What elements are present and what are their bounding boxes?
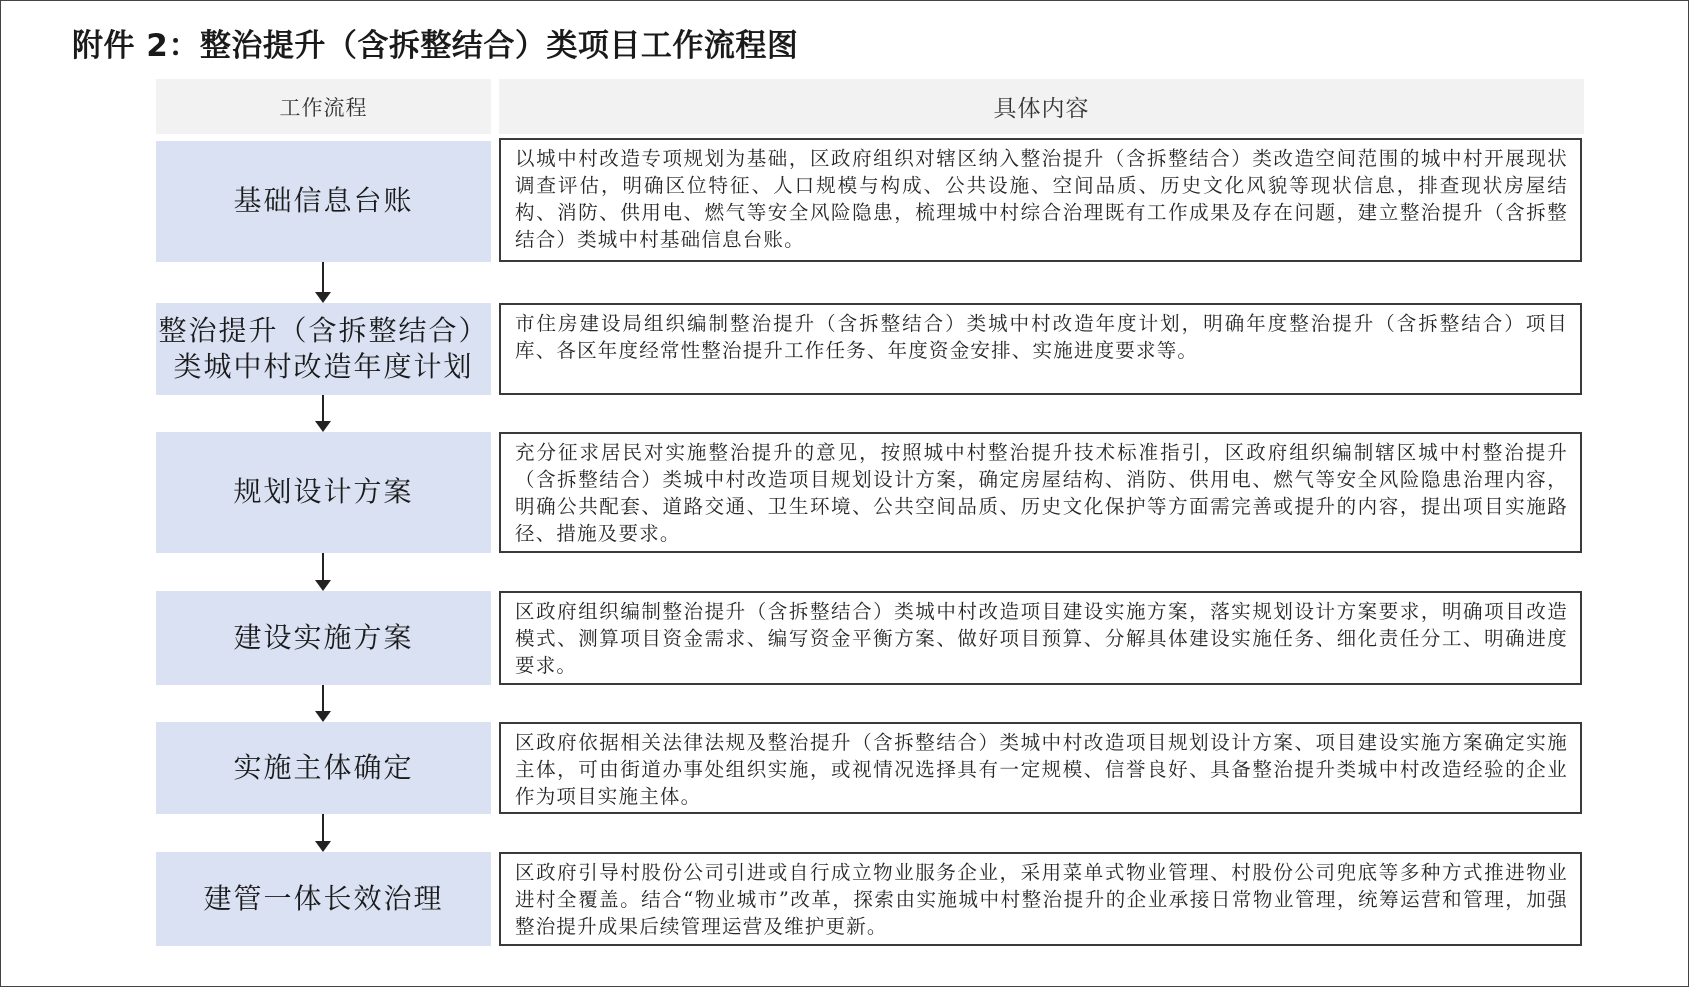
- step-box-long-term-governance: 建管一体长效治理: [156, 852, 491, 946]
- step-box-implementer: 实施主体确定: [156, 722, 491, 814]
- flow-arrow: [315, 685, 331, 722]
- flow-arrow: [315, 553, 331, 591]
- step-box-construction-plan: 建设实施方案: [156, 591, 491, 685]
- step-box-basic-info-ledger: 基础信息台账: [156, 141, 491, 262]
- flow-arrow: [315, 395, 331, 432]
- flow-arrow: [315, 262, 331, 303]
- step-content-long-term-governance: 区政府引导村股份公司引进或自行成立物业服务企业，采用菜单式物业管理、村股份公司兜底等多种方式推进物业进村全覆盖。结合“物业城市”改革，探索由实施城中村整治提升的企业承接日常物业管理，统筹运营和管理，加强整治提升成果后续管理运营及维护更新。: [499, 852, 1582, 946]
- header-content-column: 具体内容: [499, 79, 1584, 134]
- step-content-annual-plan: 市住房建设局组织编制整治提升（含拆整结合）类城中村改造年度计划，明确年度整治提升（含拆整结合）项目库、各区年度经常性整治提升工作任务、年度资金安排、实施进度要求等。: [499, 303, 1582, 395]
- step-content-construction-plan: 区政府组织编制整治提升（含拆整结合）类城中村改造项目建设实施方案，落实规划设计方案要求，明确项目改造模式、测算项目资金需求、编写资金平衡方案、做好项目预算、分解具体建设实施任务、细化责任分工、明确进度要求。: [499, 591, 1582, 685]
- step-content-basic-info-ledger: 以城中村改造专项规划为基础，区政府组织对辖区纳入整治提升（含拆整结合）类改造空间范围的城中村开展现状调查评估，明确区位特征、人口规模与构成、公共设施、空间品质、历史文化风貌等现状信息，排查现状房屋结构、消防、供用电、燃气等安全风险隐患，梳理城中村综合治理既有工作成果及存在问题，建立整治提升（含拆整结合）类城中村基础信息台账。: [499, 138, 1582, 262]
- step-box-annual-plan: 整治提升（含拆整结合）类城中村改造年度计划: [156, 303, 491, 395]
- step-content-planning-design: 充分征求居民对实施整治提升的意见，按照城中村整治提升技术标准指引，区政府组织编制辖区城中村整治提升（含拆整结合）类城中村改造项目规划设计方案，确定房屋结构、消防、供用电、燃气等安全风险隐患治理内容，明确公共配套、道路交通、卫生环境、公共空间品质、历史文化保护等方面需完善或提升的内容，提出项目实施路径、措施及要求。: [499, 432, 1582, 553]
- step-content-implementer: 区政府依据相关法律法规及整治提升（含拆整结合）类城中村改造项目规划设计方案、项目建设实施方案确定实施主体，可由街道办事处组织实施，或视情况选择具有一定规模、信誉良好、具备整治提升类城中村改造经验的企业作为项目实施主体。: [499, 722, 1582, 814]
- step-box-planning-design: 规划设计方案: [156, 432, 491, 553]
- flow-arrow: [315, 814, 331, 852]
- page-title: 附件 2：整治提升（含拆整结合）类项目工作流程图: [72, 28, 799, 64]
- header-process-column: 工作流程: [156, 79, 491, 134]
